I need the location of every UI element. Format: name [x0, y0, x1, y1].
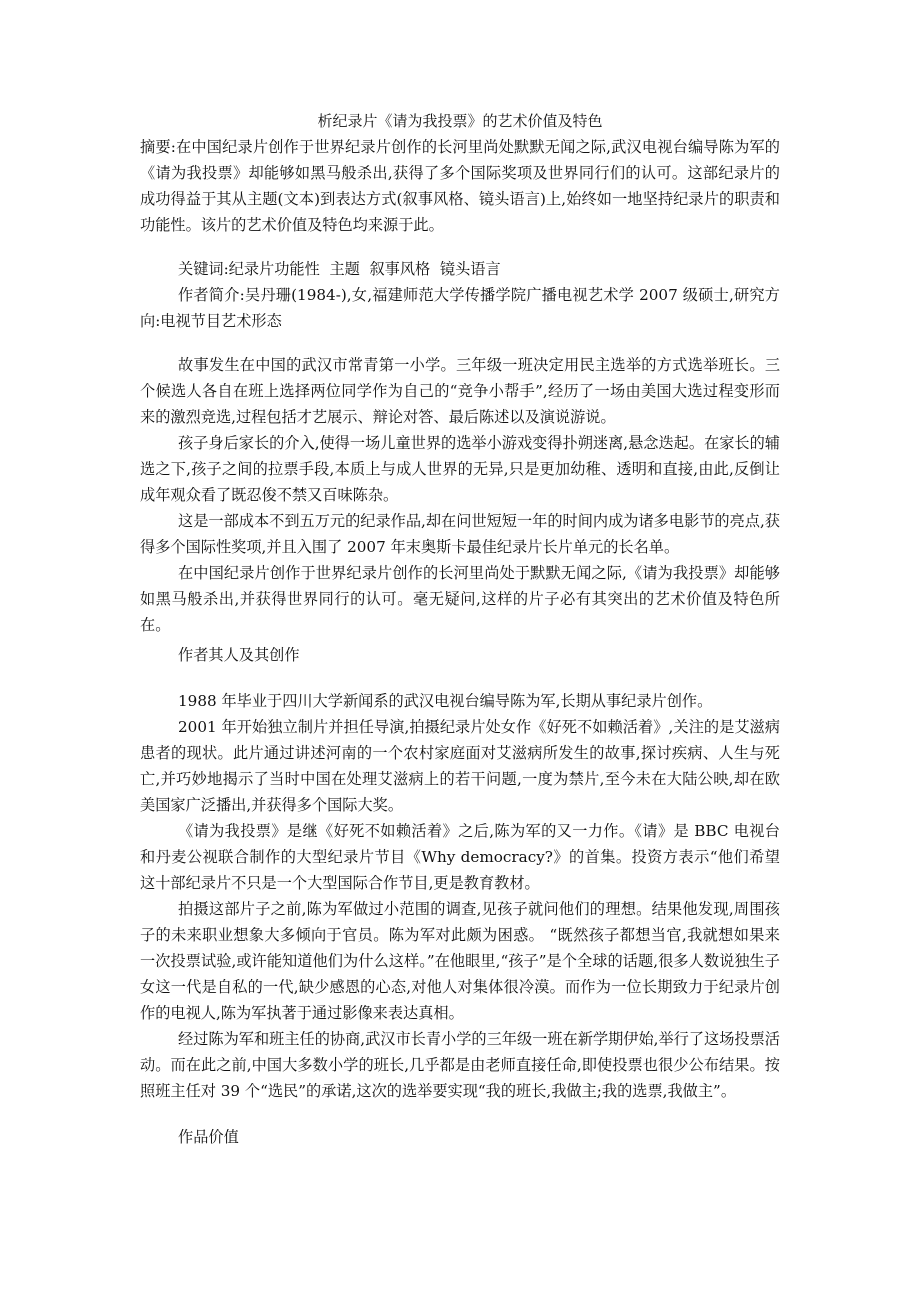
abstract	[140, 134, 780, 238]
paragraph: 经过陈为军和班主任的协商,武汉市长青小学的三年级一班在新学期伊始,举行了这场投票活动。而在此之前,中国大多数小学的班长,几乎都是由老师直接任命,即使投票也很少公布结果。按照班主任对 39 个“选民”的承诺,这次的选举要实现“我的班长,我做主;我的选票,我做主”。	[140, 1030, 780, 1100]
paragraph: 《请为我投票》是继《好死不如赖活着》之后,陈为军的又一力作。《请》是 BBC 电视台和丹麦公视联合制作的大型纪录片节目《Why democracy?》的首集。投资方表示“他们希望这十部纪录片不只是一个大型国际合作节目,更是教育教材。	[140, 822, 780, 892]
paragraph: 这是一部成本不到五万元的纪录作品,却在问世短短一年的时间内成为诸多电影节的亮点,获得多个国际性奖项,并且入围了 2007 年末奥斯卡最佳纪录片长片单元的长名单。	[140, 512, 780, 556]
paragraph: 孩子身后家长的介入,使得一场儿童世界的选举小游戏变得扑朔迷离,悬念迭起。在家长的辅选之下,孩子之间的拉票手段,本质上与成人世界的无异,只是更加幼稚、透明和直接,由此,反倒让成年观众看了既忍俊不禁又百味陈杂。	[140, 434, 780, 504]
author-section	[140, 688, 780, 1104]
keywords: 关键词:纪录片功能性 主题 叙事风格 镜头语言	[178, 260, 501, 278]
section-heading: 作者其人及其创作	[178, 646, 300, 664]
author-bio: 作者简介:吴丹珊(1984-),女,福建师范大学传播学院广播电视艺术学 2007 级硕士,研究方向:电视节目艺术形态	[140, 286, 780, 330]
paragraph: 1988 年毕业于四川大学新闻系的武汉电视台编导陈为军,长期从事纪录片创作。	[178, 692, 713, 710]
paragraph: 2001 年开始独立制片并担任导演,拍摄纪录片处女作《好死不如赖活着》,关注的是艾滋病患者的现状。此片通过讲述河南的一个农村家庭面对艾滋病所发生的故事,探讨疾病、人生与死亡,并巧妙地揭示了当时中国在处理艾滋病上的若干问题,一度为禁片,至今未在大陆公映,却在欧美国家广泛播出,并获得多个国际大奖。	[140, 718, 780, 814]
intro-section	[140, 352, 780, 638]
paragraph: 拍摄这部片子之前,陈为军做过小范围的调查,见孩子就问他们的理想。结果他发现,周围孩子的未来职业想象大多倾向于官员。陈为军对此颇为困惑。 “既然孩子都想当官,我就想如果来一次投票试验,或许能知道他们为什么这样。”在他眼里,“孩子”是个全球的话题,很多人数说独生子女这一代是自私的一代,缺少感恩的心态,对他人对集体很冷漠。而作为一位长期致力于纪录片创作的电视人,陈为军执著于通过影像来表达真相。	[140, 900, 780, 1022]
meta-info	[140, 256, 780, 334]
section-heading-author	[140, 642, 780, 668]
document-title: 析纪录片《请为我投票》的艺术价值及特色	[317, 112, 603, 130]
section-heading-value	[140, 1124, 780, 1150]
paragraph: 在中国纪录片创作于世界纪录片创作的长河里尚处于默默无闻之际,《请为我投票》却能够如黑马般杀出,并获得世界同行的认可。毫无疑问,这样的片子必有其突出的艺术价值及特色所在。	[140, 564, 780, 634]
section-heading: 作品价值	[178, 1128, 239, 1146]
abstract-text: 摘要:在中国纪录片创作于世界纪录片创作的长河里尚处默默无闻之际,武汉电视台编导陈为军的《请为我投票》却能够如黑马般杀出,获得了多个国际奖项及世界同行们的认可。这部纪录片的成功得益于其从主题(文本)到表达方式(叙事风格、镜头语言)上,始终如一地坚持纪录片的职责和功能性。该片的艺术价值及特色均来源于此。	[140, 138, 780, 234]
paragraph: 故事发生在中国的武汉市常青第一小学。三年级一班决定用民主选举的方式选举班长。三个候选人各自在班上选择两位同学作为自己的“竞争小帮手”,经历了一场由美国大选过程变形而来的激烈竞选,过程包括才艺展示、辩论对答、最后陈述以及演说游说。	[140, 356, 780, 426]
